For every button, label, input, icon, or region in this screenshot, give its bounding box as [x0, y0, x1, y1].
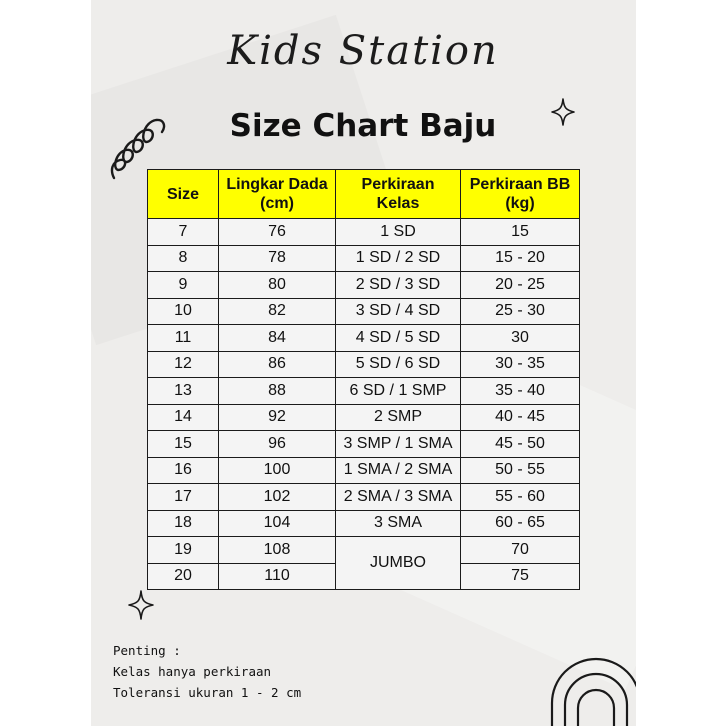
- cell-size: 11: [148, 325, 219, 352]
- table-row: [148, 351, 580, 378]
- cell-kelas: 3 SD / 4 SD: [336, 298, 461, 325]
- cell-kelas: 1 SMA / 2 SMA: [336, 457, 461, 484]
- header-kelas: Perkiraan Kelas: [336, 170, 461, 219]
- cell-chest: 104: [219, 510, 336, 537]
- cell-bb: 30 - 35: [461, 351, 580, 378]
- cell-bb: 20 - 25: [461, 272, 580, 299]
- brand-title: Kids Station: [227, 28, 499, 74]
- table-row: [148, 378, 580, 405]
- cell-size: 12: [148, 351, 219, 378]
- table-row: [148, 457, 580, 484]
- cell-chest: 82: [219, 298, 336, 325]
- cell-size: 8: [148, 245, 219, 272]
- table-row: [148, 298, 580, 325]
- cell-bb: 15: [461, 219, 580, 246]
- cell-chest: 110: [219, 563, 336, 590]
- cell-bb: 50 - 55: [461, 457, 580, 484]
- table-header-row: [148, 170, 580, 219]
- cell-size: 19: [148, 537, 219, 564]
- cell-size: 18: [148, 510, 219, 537]
- cell-size: 16: [148, 457, 219, 484]
- cell-size: 9: [148, 272, 219, 299]
- cell-kelas-merged: JUMBO: [336, 537, 461, 590]
- cell-bb: 45 - 50: [461, 431, 580, 458]
- cell-size: 17: [148, 484, 219, 511]
- note-line: Kelas hanya perkiraan: [113, 664, 272, 679]
- cell-size: 15: [148, 431, 219, 458]
- table-row: [148, 219, 580, 246]
- table-row: [148, 484, 580, 511]
- cell-bb: 15 - 20: [461, 245, 580, 272]
- cell-kelas: 3 SMA: [336, 510, 461, 537]
- cell-kelas: 2 SMA / 3 SMA: [336, 484, 461, 511]
- cell-bb: 30: [461, 325, 580, 352]
- cell-size: 10: [148, 298, 219, 325]
- table-row: [148, 272, 580, 299]
- table-row: [148, 325, 580, 352]
- cell-bb: 35 - 40: [461, 378, 580, 405]
- note-line: Toleransi ukuran 1 - 2 cm: [113, 685, 302, 700]
- cell-chest: 92: [219, 404, 336, 431]
- table-row: [148, 510, 580, 537]
- cell-chest: 96: [219, 431, 336, 458]
- cell-bb: 55 - 60: [461, 484, 580, 511]
- cell-size: 7: [148, 219, 219, 246]
- notes: [113, 640, 301, 703]
- cell-kelas: 6 SD / 1 SMP: [336, 378, 461, 405]
- cell-kelas: 3 SMP / 1 SMA: [336, 431, 461, 458]
- cell-kelas: 2 SMP: [336, 404, 461, 431]
- cell-bb: 70: [461, 537, 580, 564]
- cell-chest: 76: [219, 219, 336, 246]
- header-bb: Perkiraan BB (kg): [461, 170, 580, 219]
- cell-kelas: 5 SD / 6 SD: [336, 351, 461, 378]
- rainbow-arc-icon: [546, 633, 636, 726]
- table-row: [148, 404, 580, 431]
- cell-chest: 84: [219, 325, 336, 352]
- cell-kelas: 4 SD / 5 SD: [336, 325, 461, 352]
- sparkle-icon: [551, 98, 575, 126]
- cell-chest: 100: [219, 457, 336, 484]
- cell-bb: 40 - 45: [461, 404, 580, 431]
- cell-size: 14: [148, 404, 219, 431]
- cell-size: 13: [148, 378, 219, 405]
- cell-chest: 88: [219, 378, 336, 405]
- cell-bb: 25 - 30: [461, 298, 580, 325]
- cell-chest: 108: [219, 537, 336, 564]
- size-chart-table: [147, 169, 580, 590]
- note-heading: Penting :: [113, 643, 181, 658]
- page-title: Size Chart Baju: [229, 108, 497, 144]
- cell-chest: 86: [219, 351, 336, 378]
- header-size: Size: [148, 170, 219, 219]
- cell-kelas: 1 SD / 2 SD: [336, 245, 461, 272]
- cell-chest: 102: [219, 484, 336, 511]
- table-row: [148, 245, 580, 272]
- cell-chest: 78: [219, 245, 336, 272]
- cell-chest: 80: [219, 272, 336, 299]
- header-chest: Lingkar Dada (cm): [219, 170, 336, 219]
- cell-bb: 75: [461, 563, 580, 590]
- cell-size: 20: [148, 563, 219, 590]
- cell-bb: 60 - 65: [461, 510, 580, 537]
- cell-kelas: 1 SD: [336, 219, 461, 246]
- cell-kelas: 2 SD / 3 SD: [336, 272, 461, 299]
- sparkle-icon: [128, 590, 154, 620]
- table-row: [148, 537, 580, 564]
- table-row: [148, 431, 580, 458]
